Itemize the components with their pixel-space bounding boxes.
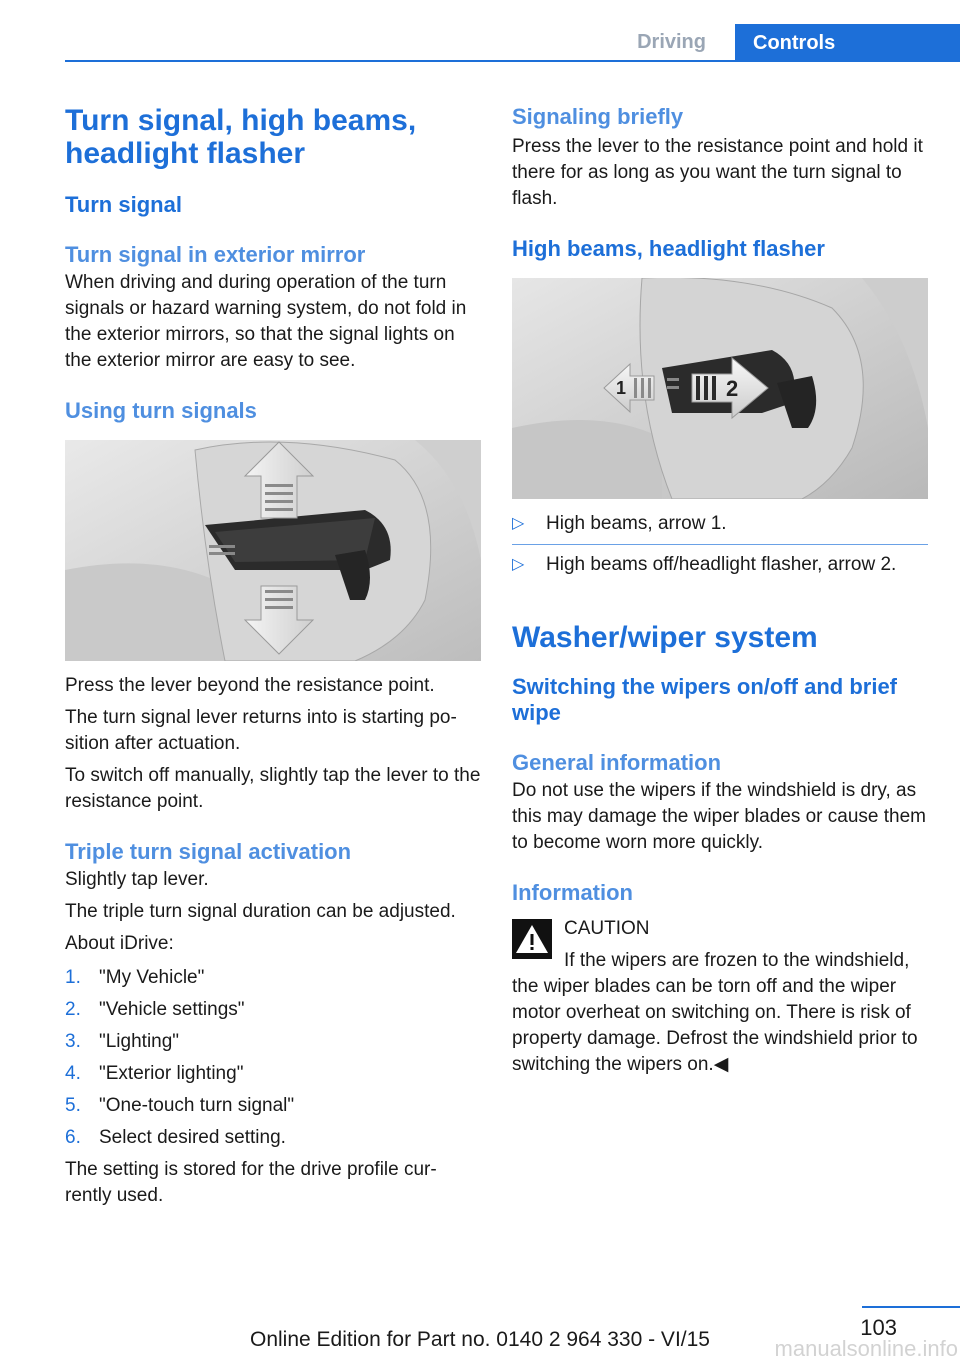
section-title-washer: Washer/wiper system: [512, 621, 818, 654]
caution-text: If the wipers are frozen to the windshield, the wiper blades can be torn off and the wiper motor overheat on switching on. There is risk of property damage. Defrost the windshield prior to switching the wipers on.◀: [512, 950, 918, 1075]
paragraph-press-lever: Press the lever beyond the resistance point.: [65, 675, 435, 696]
heading-using-turn-signals: Using turn signals: [65, 398, 257, 423]
bullet-text: High beams, arrow 1.: [546, 513, 727, 534]
page-header: [0, 0, 960, 64]
header-rule: [65, 60, 960, 62]
step-text: "Exterior lighting": [99, 1063, 244, 1084]
watermark: manualsonline.info: [774, 1336, 958, 1361]
heading-switching-wipers: Switching the wipers on/off and brief wipe: [512, 674, 898, 725]
page-number: 103: [860, 1315, 897, 1340]
section-tab-controls[interactable]: Controls: [735, 24, 960, 62]
heading-high-beams: High beams, headlight flasher: [512, 236, 825, 261]
footer-rule: [862, 1306, 960, 1308]
step-number: 4.: [65, 1063, 81, 1084]
list-item: [65, 1029, 481, 1055]
high-beam-bullets: [512, 511, 928, 585]
step-text: "Vehicle settings": [99, 999, 245, 1020]
arrow-2-label: 2: [726, 376, 739, 401]
list-item: [65, 1061, 481, 1087]
list-item: [65, 965, 481, 991]
paragraph-general-info: Do not use the wipers if the windshield is dry, as this may damage the wiper blades or cause them to become worn more quickly.: [512, 780, 926, 853]
list-item: [512, 552, 928, 585]
paragraph-signaling-briefly: Press the lever to the resistance point and hold it there for as long as you want the turn signal to flash.: [512, 136, 923, 209]
paragraph-mirror: When driving and during operation of the turn signals or hazard warning system, do not fold in the exterior mirrors, so that the signal lights on the exterior mirror are easy to see.: [65, 272, 467, 371]
high-beam-lever-image: [512, 278, 928, 499]
step-number: 1.: [65, 967, 81, 988]
caution-label: CAUTION: [564, 918, 650, 939]
heading-triple-turn-signal: Triple turn signal activation: [65, 839, 352, 864]
idrive-steps-list: [65, 965, 481, 1151]
edition-note: Online Edition for Part no. 0140 2 964 330 - VI/15: [250, 1328, 710, 1351]
paragraph-setting-stored: The setting is stored for the drive profile cur‐rently used.: [65, 1159, 437, 1206]
left-column: [65, 100, 481, 1209]
caution-box: [512, 916, 928, 1078]
paragraph-returns: The turn signal lever returns into is starting po‐sition after actuation.: [65, 707, 457, 754]
section-tab-driving[interactable]: Driving: [637, 31, 706, 53]
triangle-bullet-icon: ▷: [512, 556, 525, 573]
paragraph-duration: The triple turn signal duration can be adjusted.: [65, 901, 456, 922]
section-title-turn-signal: Turn signal, high beams, headlight flasher: [65, 104, 417, 170]
step-number: 3.: [65, 1031, 81, 1052]
arrow-1-label: 1: [616, 378, 627, 398]
heading-signaling-briefly: Signaling briefly: [512, 104, 684, 129]
paragraph-idrive: About iDrive:: [65, 933, 174, 954]
heading-turn-signal: Turn signal: [65, 192, 182, 217]
heading-general-info: General information: [512, 750, 722, 775]
turn-signal-lever-image: [65, 440, 481, 661]
step-text: "Lighting": [99, 1031, 180, 1052]
heading-information: Information: [512, 880, 633, 905]
warning-triangle-icon: [512, 919, 552, 959]
paragraph-switch-off: To switch off manually, slightly tap the lever to the resistance point.: [65, 765, 481, 812]
step-text: "One-touch turn signal": [99, 1095, 295, 1116]
step-text: Select desired setting.: [99, 1127, 286, 1148]
step-number: 6.: [65, 1127, 81, 1148]
triangle-bullet-icon: ▷: [512, 515, 525, 532]
step-text: "My Vehicle": [99, 967, 205, 988]
step-number: 2.: [65, 999, 81, 1020]
paragraph-tap-lever: Slightly tap lever.: [65, 869, 209, 890]
list-item: [512, 511, 928, 545]
list-item: [65, 1125, 481, 1151]
step-number: 5.: [65, 1095, 81, 1116]
list-item: [65, 1093, 481, 1119]
right-column: [512, 104, 928, 1078]
list-item: [65, 997, 481, 1023]
heading-mirror: Turn signal in exterior mirror: [65, 242, 366, 267]
bullet-text: High beams off/headlight flasher, arrow 2.: [546, 554, 897, 575]
